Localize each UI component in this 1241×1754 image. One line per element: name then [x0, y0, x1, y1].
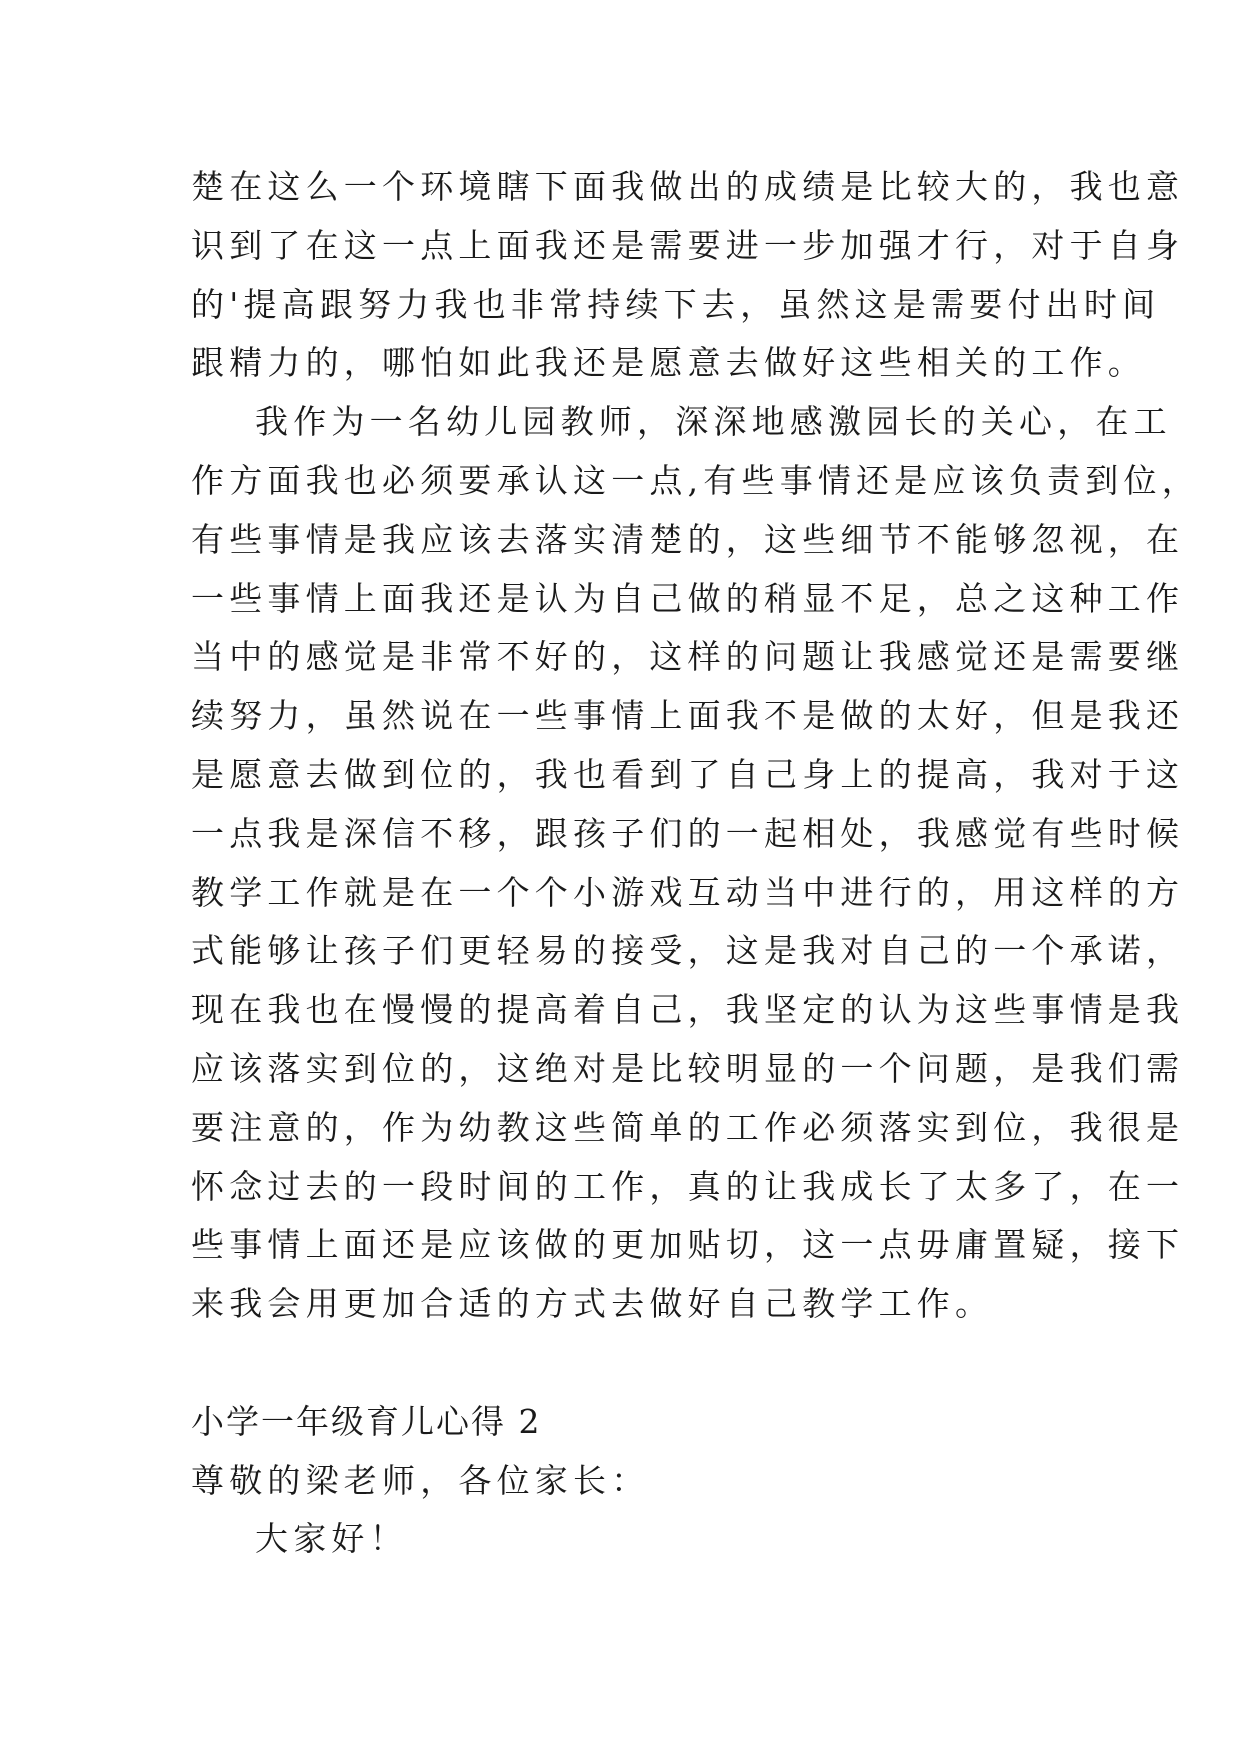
text-line: 教学工作就是在一个个小游戏互动当中进行的，用这样的方: [191, 872, 1185, 912]
greeting: 大家好！: [255, 1519, 408, 1559]
paragraph-teacher-reflection: [191, 393, 1200, 1334]
text-line: 楚在这么一个环境瞎下面我做出的成绩是比较大的，我也意: [191, 167, 1185, 206]
text-line-first: 我作为一名幼儿园教师，深深地感激园长的关心，在工: [255, 402, 1172, 442]
text-line: 是愿意去做到位的，我也看到了自己身上的提高，我对于这: [191, 754, 1185, 794]
text-line: 作方面我也必须要承认这一点,有些事情还是应该负责到位，: [191, 460, 1200, 500]
paragraph-continued: [191, 158, 1185, 393]
text-line: 应该落实到位的，这绝对是比较明显的一个问题，是我们需: [191, 1048, 1185, 1088]
salutation: 尊敬的梁老师，各位家长：: [191, 1460, 650, 1500]
text-line: 怀念过去的一段时间的工作，真的让我成长了太多了，在一: [191, 1166, 1185, 1206]
text-line: 的'提高跟努力我也非常持续下去，虽然这是需要付出时间: [191, 284, 1161, 324]
text-line: 续努力，虽然说在一些事情上面我不是做的太好，但是我还: [191, 696, 1185, 736]
text-line: 跟精力的，哪怕如此我还是愿意去做好这些相关的工作。: [191, 343, 1146, 383]
text-line: 一些事情上面我还是认为自己做的稍显不足，总之这种工作: [191, 578, 1185, 618]
text-line: 要注意的，作为幼教这些简单的工作必须落实到位，我很是: [191, 1107, 1185, 1147]
text-line: 来我会用更加合适的方式去做好自己教学工作。: [191, 1284, 994, 1324]
text-line: 识到了在这一点上面我还是需要进一步加强才行，对于自身: [191, 225, 1185, 265]
text-line: 一点我是深信不移，跟孩子们的一起相处，我感觉有些时候: [191, 813, 1185, 853]
text-line: 有些事情是我应该去落实清楚的，这些细节不能够忽视，在: [191, 519, 1185, 559]
text-line: 式能够让孩子们更轻易的接受，这是我对自己的一个承诺，: [191, 931, 1185, 971]
document-body: [191, 158, 1200, 1569]
text-line: 些事情上面还是应该做的更加贴切，这一点毋庸置疑，接下: [191, 1225, 1185, 1265]
section-title: 小学一年级育儿心得 2: [191, 1401, 542, 1441]
blank-line: [191, 1334, 1061, 1393]
text-line: 当中的感觉是非常不好的，这样的问题让我感觉还是需要继: [191, 637, 1185, 677]
text-line: 现在我也在慢慢的提高着自己，我坚定的认为这些事情是我: [191, 990, 1185, 1030]
